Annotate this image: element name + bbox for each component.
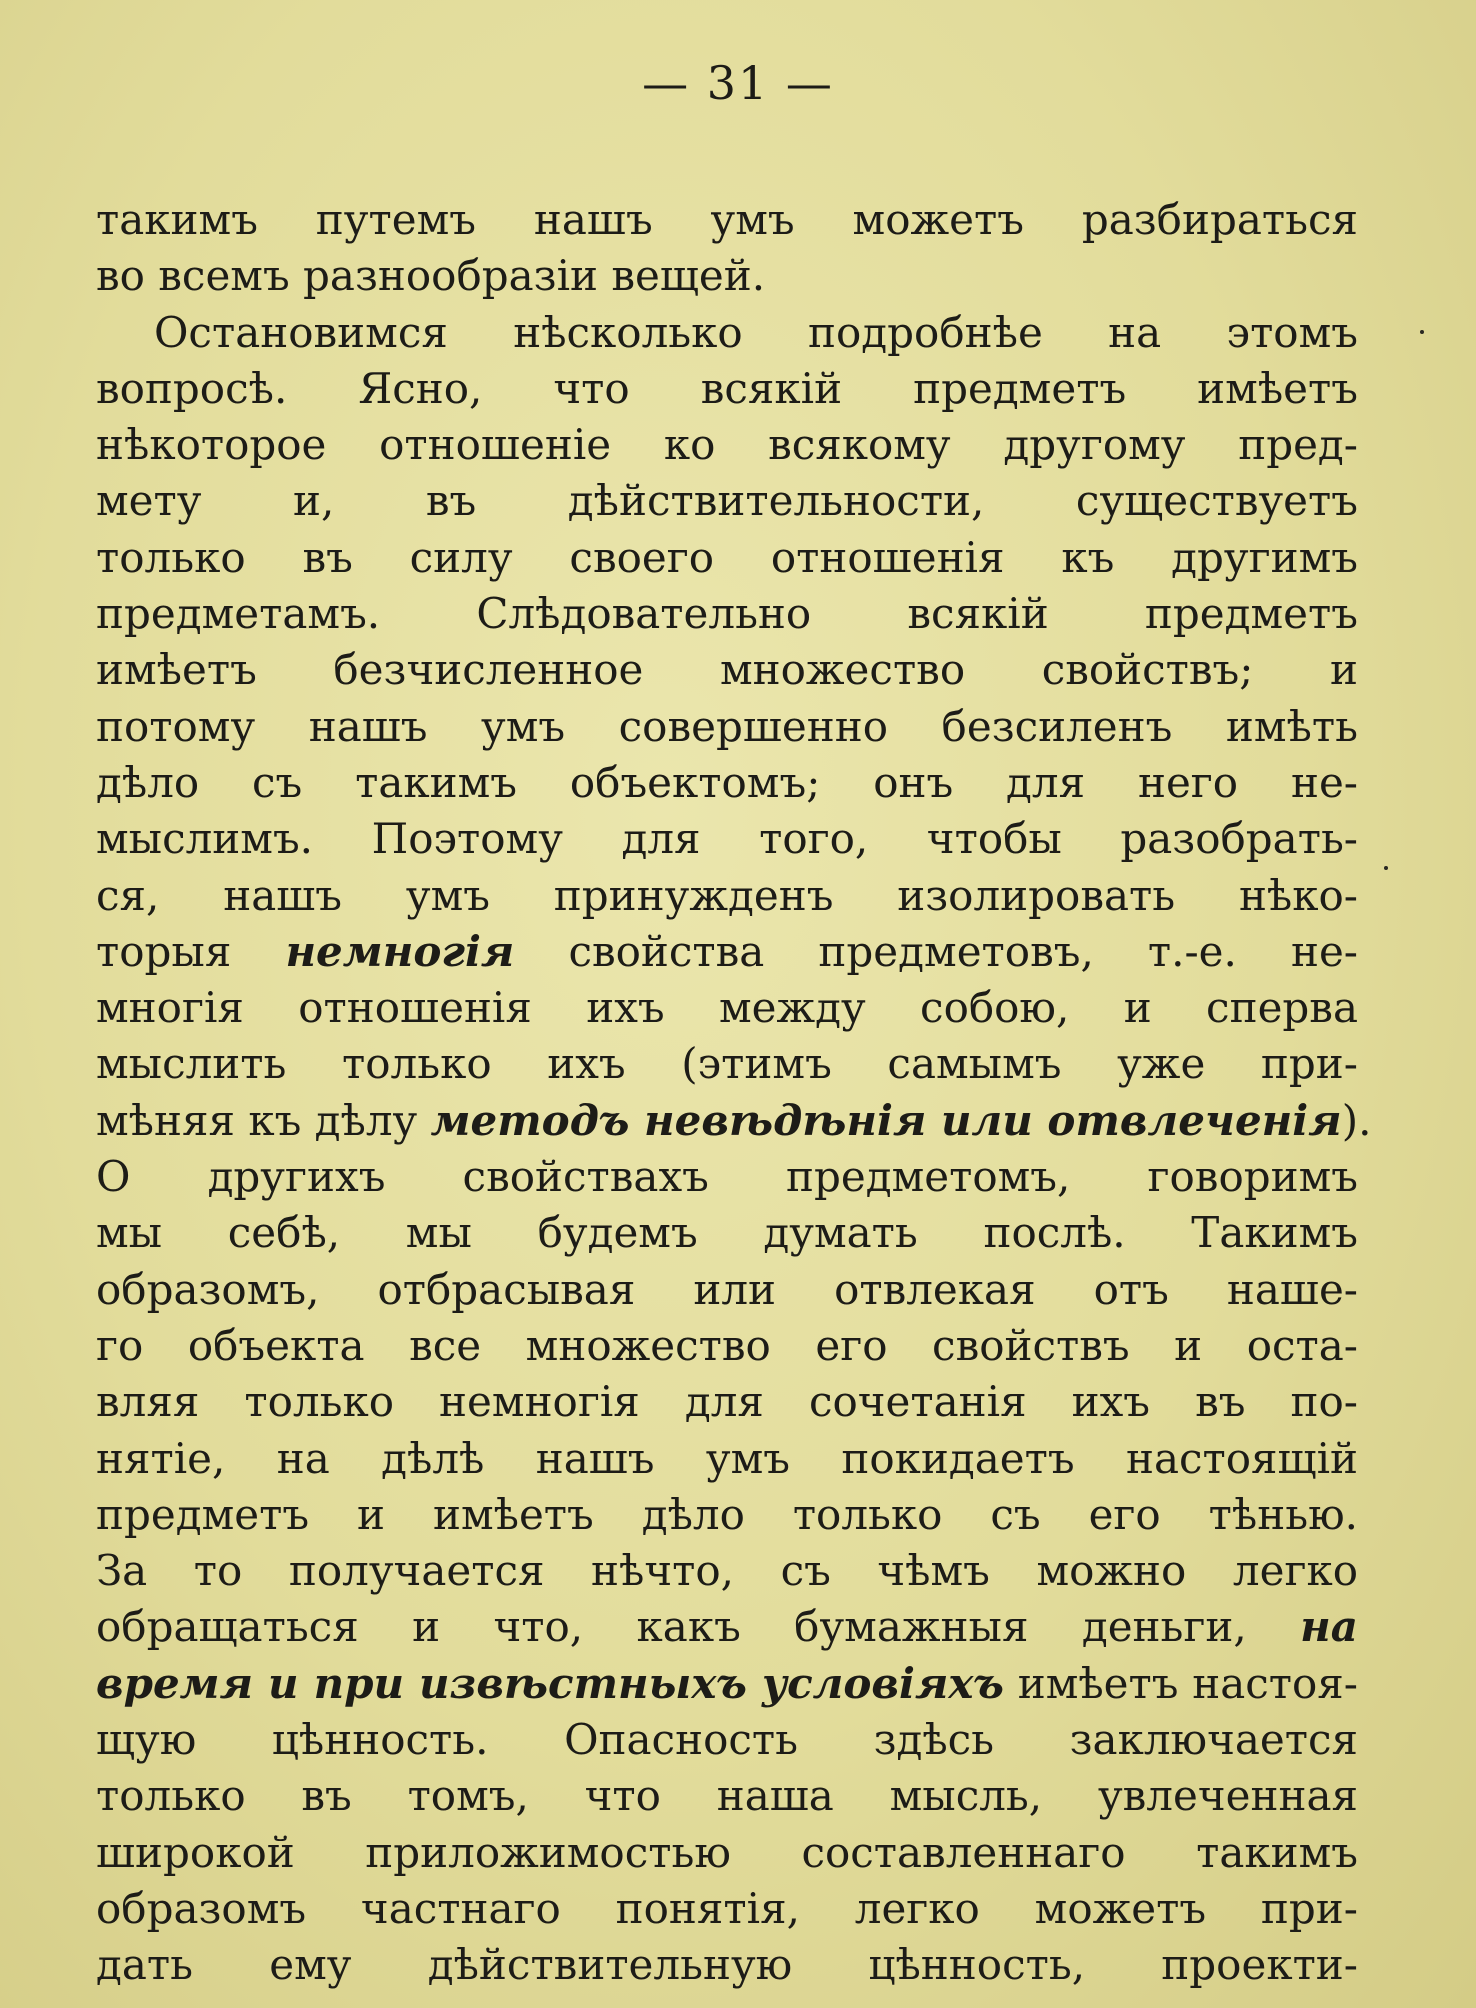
text-segment: го объекта все множество его свойствъ и оста- [96, 1320, 1358, 1370]
text-segment: торыя [96, 926, 286, 976]
text-line [96, 1318, 1358, 1374]
text-segment: мыслимъ. Поэтому для того, чтобы разобрать- [96, 814, 1358, 864]
text-line [96, 1431, 1358, 1487]
text-segment: потому нашъ умъ совершенно безсиленъ имѣть [96, 701, 1358, 751]
text-segment: во всемъ разнообразіи вещей. [96, 251, 766, 301]
text-line [96, 1374, 1358, 1430]
print-speck [1420, 330, 1424, 334]
text-line [96, 924, 1358, 980]
text-line [96, 530, 1358, 586]
text-segment: предметамъ. Слѣдовательно всякій предметъ [96, 589, 1358, 639]
text-segment: ся, нашъ умъ принужденъ изолировать нѣко- [96, 870, 1358, 920]
text-line [96, 699, 1358, 755]
text-line [96, 1768, 1358, 1824]
page-number: — 31 — [642, 56, 834, 110]
emphasized-text: на [1300, 1602, 1358, 1652]
text-line [96, 473, 1358, 529]
text-line [96, 868, 1358, 924]
text-segment: дать ему дѣйствительную цѣнность, проекти- [96, 1940, 1358, 1990]
text-segment: только въ томъ, что наша мысль, увлеченная [96, 1771, 1358, 1821]
text-line [96, 417, 1358, 473]
text-segment: Остановимся нѣсколько подробнѣе на этомъ [154, 307, 1358, 357]
text-line [96, 1036, 1358, 1092]
text-line [96, 1543, 1358, 1599]
text-line [96, 1881, 1358, 1937]
text-segment: мѣняя къ дѣлу [96, 1095, 431, 1145]
text-line [96, 1262, 1358, 1318]
text-segment: вляя только немногія для сочетанія ихъ въ по- [96, 1377, 1358, 1427]
text-segment: щую цѣнность. Опасность здѣсь заключается [96, 1715, 1358, 1765]
text-line [96, 980, 1358, 1036]
text-segment: нѣкоторое отношеніе ко всякому другому пред- [96, 420, 1358, 470]
text-segment: О другихъ свойствахъ предметомъ, говоримъ [96, 1152, 1358, 1202]
text-segment: вопросѣ. Ясно, что всякій предметъ имѣетъ [96, 363, 1358, 413]
text-line [96, 1599, 1358, 1655]
text-segment: ). [1341, 1095, 1372, 1145]
text-segment: имѣетъ безчисленное множество свойствъ; и [96, 645, 1358, 695]
text-line [96, 1937, 1358, 1993]
text-segment: образомъ, отбрасывая или отвлекая отъ наше- [96, 1264, 1358, 1314]
print-speck [1384, 866, 1388, 870]
emphasized-text: время и при извѣстныхъ условіяхъ [96, 1658, 1004, 1708]
text-segment: образомъ частнаго понятія, легко можетъ при- [96, 1883, 1358, 1933]
emphasized-text: немногія [285, 926, 515, 976]
text-line [96, 1149, 1358, 1205]
text-line [96, 248, 1358, 304]
text-segment: широкой приложимостью составленнаго такимъ [96, 1827, 1358, 1877]
emphasized-text: методъ невѣдѣнія или отвлеченія [430, 1095, 1342, 1145]
text-line [96, 305, 1358, 361]
text-line [96, 1712, 1358, 1768]
text-line [96, 361, 1358, 417]
text-segment: обращаться и что, какъ бумажныя деньги, [96, 1602, 1301, 1652]
text-line [96, 642, 1358, 698]
text-segment: За то получается нѣчто, съ чѣмъ можно легко [96, 1546, 1358, 1596]
text-segment: мету и, въ дѣйствительности, существуетъ [96, 476, 1358, 526]
text-segment: только въ силу своего отношенія къ другимъ [96, 532, 1358, 582]
text-segment: мыслить только ихъ (этимъ самымъ уже при- [96, 1039, 1358, 1089]
text-line [96, 811, 1358, 867]
text-segment: дѣло съ такимъ объектомъ; онъ для него не- [96, 757, 1358, 807]
text-segment: мы себѣ, мы будемъ думать послѣ. Такимъ [96, 1208, 1358, 1258]
text-line [96, 1205, 1358, 1261]
text-line [96, 1825, 1358, 1881]
text-segment: предметъ и имѣетъ дѣло только съ его тѣнью. [96, 1489, 1358, 1539]
text-segment: имѣетъ настоя- [1003, 1658, 1358, 1708]
text-segment: нятіе, на дѣлѣ нашъ умъ покидаетъ настоящій [96, 1433, 1358, 1483]
text-segment: такимъ путемъ нашъ умъ можетъ разбираться [96, 195, 1358, 244]
text-line [96, 1656, 1358, 1712]
text-segment: многія отношенія ихъ между собою, и сперва [96, 983, 1358, 1033]
text-line [96, 755, 1358, 811]
text-line [96, 1093, 1372, 1149]
text-segment: свойства предметовъ, т.-е. не- [514, 926, 1358, 976]
text-line [96, 586, 1358, 642]
text-line [96, 1487, 1358, 1543]
body-text [96, 192, 1372, 1994]
text-line [96, 192, 1358, 248]
